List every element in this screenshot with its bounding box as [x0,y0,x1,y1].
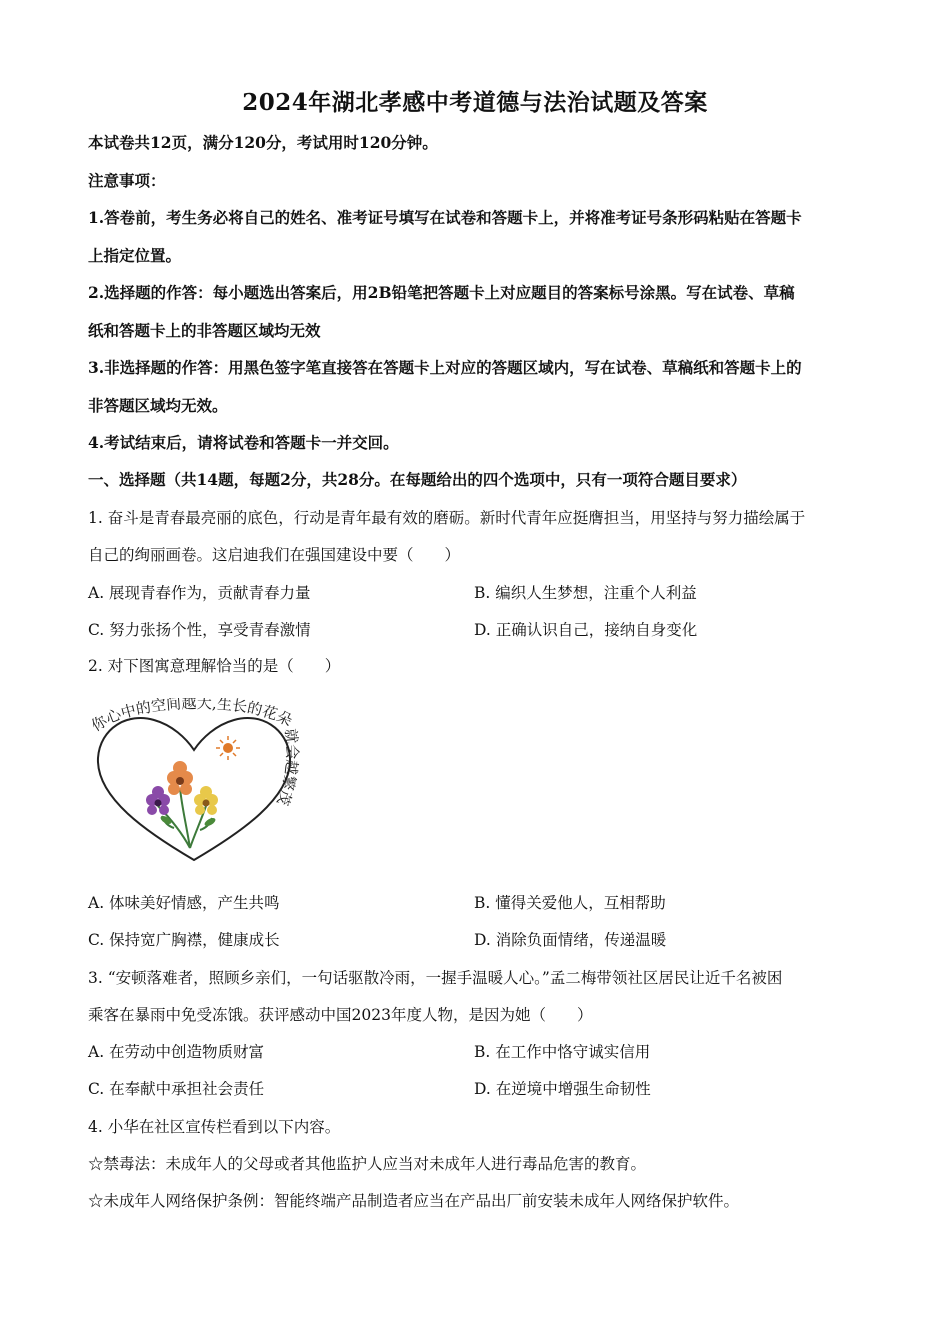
heart-flower-illustration [88,698,300,870]
question-2-option-c: C. 保持宽广胸襟，健康成长 [88,931,280,949]
question-1-option-d: D. 正确认识自己，接纳自身变化 [474,621,698,639]
question-4-stem: 4. 小华在社区宣传栏看到以下内容。 [88,1118,341,1136]
question-1-option-b: B. 编织人生梦想，注重个人利益 [474,584,697,602]
notice-heading: 注意事项： [88,171,166,190]
flower-yellow-icon [194,786,218,815]
intro-text: 本试卷共12页，满分120分，考试用时120分钟。 [88,133,438,152]
notice-line: 2.选择题的作答：每小题选出答案后，用2B铅笔把答题卡上对应题目的答案标号涂黑。写在试卷、草稿 [88,283,795,302]
notice-line: 纸和答题卡上的非答题区域均无效 [88,321,321,340]
notice-line: 3.非选择题的作答：用黑色签字笔直接答在答题卡上对应的答题区域内，写在试卷、草稿纸和答题卡上的 [88,358,802,377]
question-2-option-b: B. 懂得关爱他人，互相帮助 [474,894,666,912]
question-1-stem: 自己的绚丽画卷。这启迪我们在强国建设中要（ ） [88,546,461,564]
section-heading: 一、选择题（共14题，每题2分，共28分。在每题给出的四个选项中，只有一项符合题目要求） [88,470,747,489]
question-3-option-d: D. 在逆境中增强生命韧性 [474,1080,651,1098]
page-title: 2024年湖北孝感中考道德与法治试题及答案 [242,89,708,116]
question-1-option-c: C. 努力张扬个性，享受青春激情 [88,621,311,639]
heart-handwritten-caption: 你心中的空间越大,生长的花朵就会越繁茂 [88,698,300,808]
question-2-stem: 2. 对下图寓意理解恰当的是（ ） [88,657,341,675]
question-1-stem: 1. 奋斗是青春最亮丽的底色，行动是青年最有效的磨砺。新时代青年应挺膺担当，用坚持与努力描绘属于 [88,509,806,527]
question-4-item: ☆未成年人网络保护条例：智能终端产品制造者应当在产品出厂前安装未成年人网络保护软件。 [88,1192,740,1210]
heart-drawing [88,698,300,870]
notice-line: 4.考试结束后，请将试卷和答题卡一并交回。 [88,433,399,452]
question-2-option-a: A. 体味美好情感，产生共鸣 [88,894,280,912]
question-3-stem: 3. “安顿落难者，照顾乡亲们，一句话驱散冷雨，一握手温暖人心。”孟二梅带领社区居民让近千名被困 [88,969,783,987]
question-2-option-d: D. 消除负面情绪，传递温暖 [474,931,667,949]
sun-icon [216,736,240,760]
notice-line: 上指定位置。 [88,246,182,265]
question-4-item: ☆禁毒法：未成年人的父母或者其他监护人应当对未成年人进行毒品危害的教育。 [88,1155,647,1173]
question-1-option-a: A. 展现青春作为，贡献青春力量 [88,584,311,602]
question-3-option-c: C. 在奉献中承担社会责任 [88,1080,265,1098]
flower-purple-icon [146,786,170,815]
question-3-option-a: A. 在劳动中创造物质财富 [88,1043,265,1061]
question-3-option-b: B. 在工作中恪守诚实信用 [474,1043,651,1061]
question-3-stem: 乘客在暴雨中免受冻饿。获评感动中国2023年度人物，是因为她（ ） [88,1006,593,1024]
notice-line: 1.答卷前，考生务必将自己的姓名、准考证号填写在试卷和答题卡上，并将准考证号条形码粘贴在答题卡 [88,208,802,227]
notice-line: 非答题区域均无效。 [88,396,228,415]
